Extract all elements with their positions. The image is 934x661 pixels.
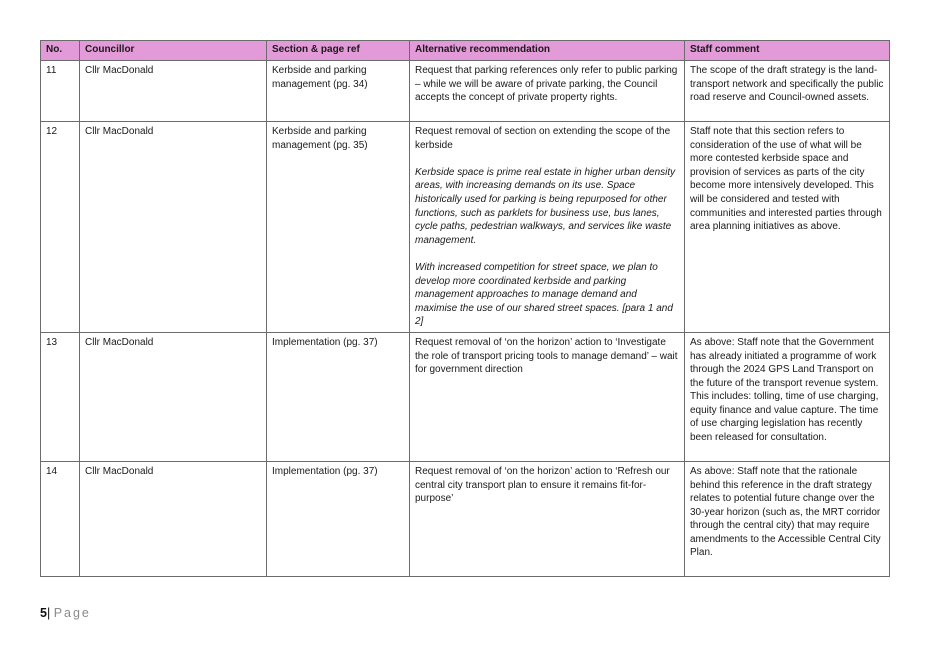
row-comment: As above: Staff note that the rationale behind this reference in the draft strategy relates to potential future change over the 30-year horizon (such as, the MRT corridor through the central city) that may require amendments to the Accessible Central City Plan. (685, 461, 890, 576)
feedback-table (40, 40, 890, 577)
row-councillor: Cllr MacDonald (80, 61, 267, 122)
row-number: 14 (41, 461, 80, 576)
row-comment: As above: Staff note that the Government has already initiated a programme of work through the 2024 GPS Land Transport on the future of the transport revenue system. This includes: tolling, time of use charging, equity finance and value capture. The time of use charging legislation has recently been released for consultation. (685, 332, 890, 461)
row-number: 11 (41, 61, 80, 122)
row-councillor: Cllr MacDonald (80, 122, 267, 333)
row-recommendation (410, 122, 685, 333)
header-comment: Staff comment (685, 41, 890, 61)
header-no: No. (41, 41, 80, 61)
row-number: 13 (41, 332, 80, 461)
row-number: 12 (41, 122, 80, 333)
row-councillor: Cllr MacDonald (80, 461, 267, 576)
row-councillor: Cllr MacDonald (80, 332, 267, 461)
row-section: Kerbside and parking management (pg. 34) (267, 61, 410, 122)
row-section: Implementation (pg. 37) (267, 461, 410, 576)
header-recommendation: Alternative recommendation (410, 41, 685, 61)
table-row (41, 61, 890, 122)
row-section: Kerbside and parking management (pg. 35) (267, 122, 410, 333)
quoted-paragraph-2: With increased competition for street space, we plan to develop more coordinated kerbside and parking management approaches to manage demand and maximise the use of our shared street spaces. [para 1 and 2] (415, 261, 673, 328)
table-row (41, 461, 890, 576)
page-number: 5 (40, 606, 47, 620)
page-label: Page (53, 606, 91, 620)
row-comment: Staff note that this section refers to consideration of the use of what will be more contested kerbside space and provision of services as parts of the city become more intensively developed. This will be considered and tested with communities and interested parties through area planning initiatives as above. (685, 122, 890, 333)
table-row (41, 122, 890, 333)
header-section: Section & page ref (267, 41, 410, 61)
row-section: Implementation (pg. 37) (267, 332, 410, 461)
row-comment: The scope of the draft strategy is the land-transport network and specifically the public road reserve and Council-owned assets. (685, 61, 890, 122)
row-recommendation: Request removal of ‘on the horizon’ action to ‘Investigate the role of transport pricing tools to manage demand’ – wait for government direction (410, 332, 685, 461)
page-separator: | (46, 606, 51, 620)
header-councillor: Councillor (80, 41, 267, 61)
page-footer (40, 606, 91, 620)
table-row (41, 332, 890, 461)
quoted-paragraph-1: Kerbside space is prime real estate in higher urban density areas, with increasing demands on its use. Space historically used for parking is being repurposed for other functions, such as parklets for business use, bus lanes, cycle paths, pedestrian walkways, and services like waste management. (415, 166, 676, 246)
table-header-row (41, 41, 890, 61)
recommendation-text: Request removal of section on extending the scope of the kerbside (415, 126, 671, 151)
row-recommendation: Request removal of ‘on the horizon’ action to ‘Refresh our central city transport plan to ensure it remains fit-for-purpose’ (410, 461, 685, 576)
row-recommendation: Request that parking references only refer to public parking – while we will be aware of private parking, the Council accepts the concept of private property rights. (410, 61, 685, 122)
